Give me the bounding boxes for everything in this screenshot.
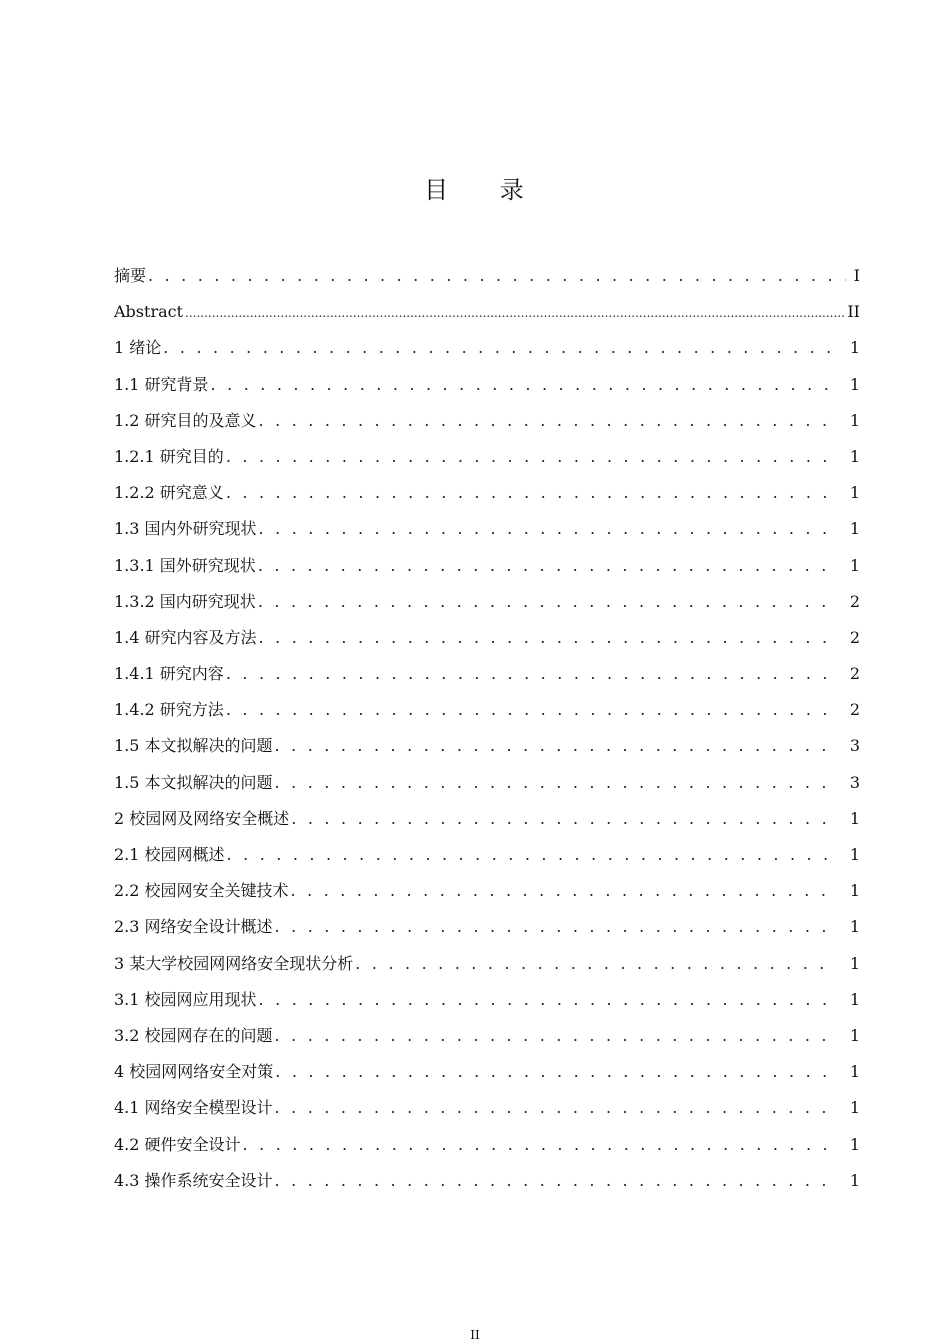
- toc-entry-label: 1.3.2 国内研究现状: [114, 591, 256, 611]
- leader-dots: [275, 765, 832, 801]
- toc-entry[interactable]: [114, 439, 860, 475]
- toc-entry[interactable]: [114, 909, 860, 945]
- toc-entry-label: 1 绪论: [114, 338, 162, 358]
- leader-dots: [243, 1127, 832, 1163]
- toc-entry[interactable]: [114, 982, 860, 1018]
- toc-entry-label: 2.1 校园网概述: [114, 845, 225, 864]
- toc-entry-page: 1: [849, 519, 860, 539]
- toc-entry-label: 3.2 校园网存在的问题: [114, 1025, 273, 1045]
- leader-dots: [275, 1018, 832, 1054]
- toc-entry-page: 1: [849, 1098, 860, 1118]
- toc-entry-page: 1: [849, 808, 860, 828]
- leader-dots: [275, 1090, 832, 1126]
- toc-entry[interactable]: [114, 548, 860, 584]
- toc-entry-page: 3: [849, 736, 860, 756]
- toc-entry[interactable]: [114, 258, 860, 294]
- toc-entry-page: II: [847, 302, 860, 322]
- toc-entry-label: 1.1 研究背景: [114, 374, 209, 394]
- toc-entry-label: 1.3.1 国外研究现状: [114, 555, 256, 575]
- toc-entry[interactable]: [114, 728, 860, 764]
- toc-entry-label: 4.1 网络安全模型设计: [114, 1098, 273, 1118]
- toc-entry-page: 1: [849, 881, 860, 901]
- leader-dots: [259, 403, 832, 439]
- toc-entry-page: 2: [849, 664, 860, 684]
- toc-entry-label: 1.4.1 研究内容: [114, 664, 224, 684]
- leader-dots: [226, 475, 832, 511]
- leader-dots: [355, 946, 832, 982]
- toc-entry-page: 1: [849, 1170, 860, 1190]
- toc-entry[interactable]: [114, 873, 860, 909]
- leader-dots: [258, 584, 832, 620]
- leader-dots: [227, 837, 832, 873]
- toc-entry-label: Abstract: [114, 302, 184, 322]
- toc-entry[interactable]: [114, 1054, 860, 1090]
- leader-dots: [291, 801, 832, 837]
- toc-entry[interactable]: [114, 294, 860, 330]
- toc-entry[interactable]: [114, 330, 860, 366]
- toc-entry-page: 1: [849, 989, 860, 1009]
- toc-entry-label: 3.1 校园网应用现状: [114, 989, 257, 1009]
- leader-dots: [275, 909, 832, 945]
- leader-dots: [148, 258, 846, 294]
- toc-entry-page: 1: [849, 555, 860, 575]
- toc-entry[interactable]: [114, 765, 860, 801]
- toc-entry[interactable]: [114, 584, 860, 620]
- toc-entry[interactable]: [114, 656, 860, 692]
- toc-entry-label: 1.4.2 研究方法: [114, 700, 224, 720]
- toc-entry[interactable]: [114, 692, 860, 728]
- toc-entry-label: 1.5 本文拟解决的问题: [114, 736, 273, 756]
- leader-dots: [258, 548, 832, 584]
- toc-entry-page: 1: [849, 446, 860, 466]
- toc-entry[interactable]: [114, 1127, 860, 1163]
- leader-dots: [226, 692, 832, 728]
- toc-entry-page: 1: [849, 374, 860, 394]
- toc-entry-page: 1: [849, 338, 860, 358]
- leader-dots: [226, 439, 832, 475]
- toc-entry[interactable]: [114, 620, 860, 656]
- leader-dots: [291, 873, 832, 909]
- toc-entry[interactable]: [114, 1018, 860, 1054]
- toc-entry-label: 1.5 本文拟解决的问题: [114, 772, 273, 792]
- toc-entry-page: 2: [849, 591, 860, 611]
- table-of-contents: [114, 258, 860, 1199]
- leader-dots: [211, 367, 832, 403]
- toc-entry-page: 1: [849, 917, 860, 937]
- leader-dots: [259, 511, 832, 547]
- toc-entry-page: 1: [849, 1134, 860, 1154]
- toc-entry-label: 2.2 校园网安全关键技术: [114, 881, 289, 901]
- toc-entry-page: 1: [849, 953, 860, 973]
- toc-entry-label: 1.2.2 研究意义: [114, 483, 224, 503]
- toc-entry[interactable]: [114, 367, 860, 403]
- leader-dots: [275, 728, 832, 764]
- toc-entry[interactable]: [114, 1163, 860, 1199]
- toc-entry-page: 1: [849, 483, 860, 503]
- toc-entry-page: I: [853, 266, 860, 285]
- toc-entry[interactable]: [114, 511, 860, 547]
- toc-entry-label: 1.2.1 研究目的: [114, 446, 224, 466]
- toc-entry-label: 摘要: [114, 266, 147, 285]
- toc-entry-page: 1: [849, 1062, 860, 1082]
- toc-entry-page: 3: [849, 772, 860, 792]
- toc-entry-label: 2 校园网及网络安全概述: [114, 808, 290, 828]
- toc-title: 目 录: [424, 176, 546, 204]
- toc-entry-label: 4.3 操作系统安全设计: [114, 1170, 273, 1190]
- toc-entry[interactable]: [114, 403, 860, 439]
- toc-entry-label: 2.3 网络安全设计概述: [114, 917, 273, 937]
- toc-entry-label: 1.3 国内外研究现状: [114, 519, 257, 539]
- toc-entry-label: 3 某大学校园网网络安全现状分析: [114, 953, 354, 973]
- toc-entry[interactable]: [114, 475, 860, 511]
- leader-dots: [275, 1163, 832, 1199]
- toc-entry[interactable]: [114, 801, 860, 837]
- leader-dots: [163, 330, 832, 366]
- toc-entry-label: 1.2 研究目的及意义: [114, 410, 257, 430]
- toc-entry[interactable]: [114, 837, 860, 873]
- toc-entry-label: 1.4 研究内容及方法: [114, 627, 257, 647]
- toc-entry[interactable]: [114, 946, 860, 982]
- toc-entry-page: 1: [849, 410, 860, 430]
- toc-entry-page: 1: [849, 845, 860, 864]
- toc-entry-page: 1: [849, 1025, 860, 1045]
- toc-entry-label: 4.2 硬件安全设计: [114, 1134, 241, 1154]
- toc-entry-page: 2: [849, 627, 860, 647]
- leader-dots: [259, 982, 832, 1018]
- page-number-footer: II: [470, 1328, 480, 1342]
- toc-entry-label: 4 校园网网络安全对策: [114, 1062, 274, 1082]
- leader-dots: [226, 656, 832, 692]
- leader-dots: [185, 294, 845, 331]
- toc-entry[interactable]: [114, 1090, 860, 1126]
- leader-dots: [259, 620, 832, 656]
- toc-entry-page: 2: [849, 700, 860, 720]
- leader-dots: [275, 1054, 832, 1090]
